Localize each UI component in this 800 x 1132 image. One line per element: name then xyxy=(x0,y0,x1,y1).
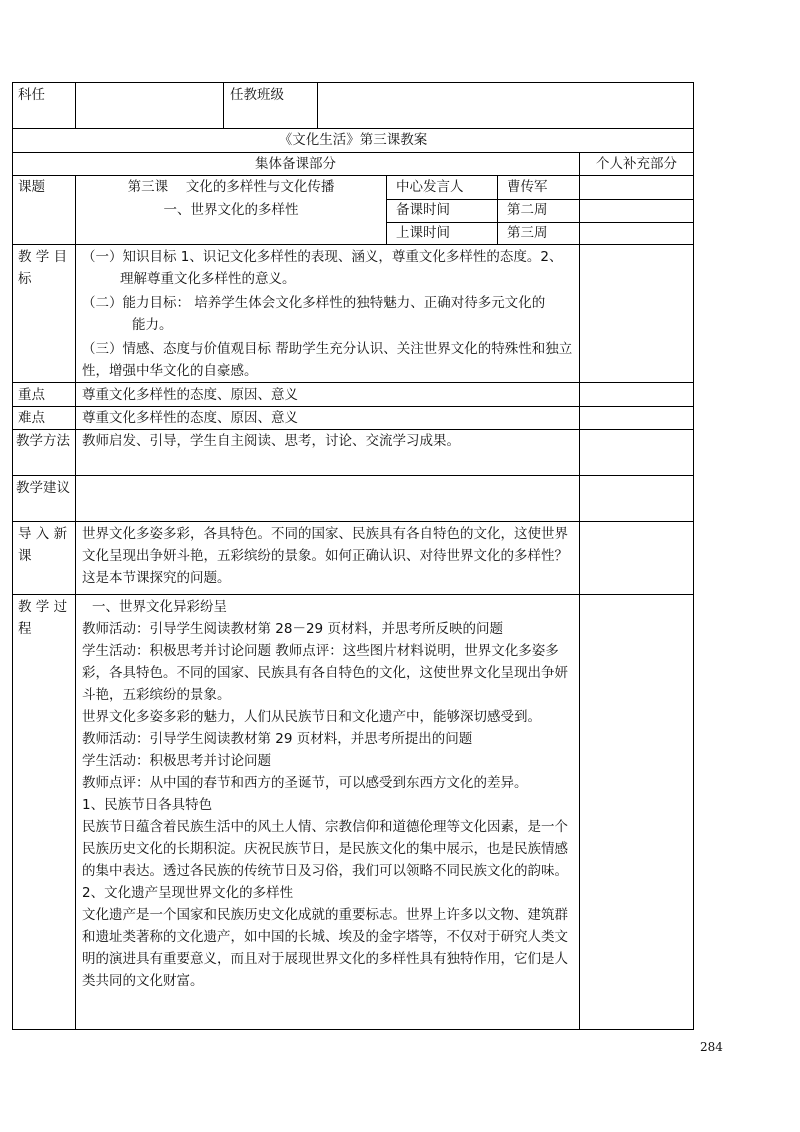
process-paragraph: 教师活动：引导学生阅读教材第 29 页材料，并思考所提出的问题 xyxy=(82,731,473,747)
class-label: 任教班级 xyxy=(230,87,284,103)
process-label: 教 学 过 程 xyxy=(18,599,68,637)
group-section-header: 集体备课部分 xyxy=(255,156,336,172)
method-text: 教师启发、引导，学生自主阅读、思考，讨论、交流学习成果。 xyxy=(82,433,460,449)
prep-time-value: 第二周 xyxy=(507,202,548,218)
process-paragraph: 学生活动：积极思考并讨论问题 教师点评：这些图片材料说明，世界文化多姿多彩，各具特色。不同的国家、民族具有各自特色的文化，这使世界文化呈现出争妍斗艳，五彩缤纷的景象。 xyxy=(82,643,568,703)
process-heading: 一、世界文化异彩纷呈 xyxy=(92,599,227,615)
intro-text: 世界文化多姿多彩，各具特色。不同的国家、民族具有各自特色的文化，这使世界文化呈现出争妍斗艳，五彩缤纷的景象。如何正确认识、对待世界文化的多样性？这是本节课探究的问题。 xyxy=(82,526,568,586)
process-paragraph: 民族节日蕴含着民族生活中的风土人情、宗教信仰和道德伦理等文化因素，是一个民族历史文化的长期积淀。庆祝民族节日，是民族文化的集中展示，也是民族情感的集中表达。透过各民族的传统节日及习俗，我们可以领略不同民族文化的韵味。 xyxy=(82,819,568,879)
page-number: 284 xyxy=(700,1040,723,1054)
focus-label: 重点 xyxy=(18,387,45,403)
process-paragraph: 世界文化多姿多彩的魅力，人们从民族节日和文化遗产中，能够深切感受到。 xyxy=(82,709,541,725)
goal-knowledge-line1: （一）知识目标 1、识记文化多样性的表现、涵义，尊重文化多样性的态度。2、 xyxy=(82,249,563,265)
goals-label: 教 学 目 标 xyxy=(18,249,68,287)
speaker-value: 曹传军 xyxy=(507,179,548,195)
subject-label: 科任 xyxy=(18,87,45,103)
topic-line-2: 一、世界文化的多样性 xyxy=(163,202,299,218)
prep-time-label: 备课时间 xyxy=(396,202,450,218)
document-title: 《文化生活》第三课教案 xyxy=(278,132,428,148)
goal-emotion: （三）情感、态度与价值观目标 帮助学生充分认识、关注世界文化的特殊性和独立性，增强中华文化的自豪感。 xyxy=(82,341,573,379)
process-paragraph: 文化遗产是一个国家和民族历史文化成就的重要标志。世界上许多以文物、建筑群和遗址类著称的文化遗产，如中国的长城、埃及的金字塔等，不仅对于研究人类文明的演进具有重要意义，而且对于展现世界文化的多样性具有独特作用，它们是人类共同的文化财富。 xyxy=(82,907,568,989)
intro-label: 导 入 新 课 xyxy=(18,526,68,564)
class-time-value: 第三周 xyxy=(507,225,548,241)
class-time-label: 上课时间 xyxy=(396,225,450,241)
difficulty-text: 尊重文化多样性的态度、原因、意义 xyxy=(82,410,298,426)
topic-label: 课题 xyxy=(18,179,45,195)
process-subheading: 1、民族节日各具特色 xyxy=(82,797,213,813)
personal-section-header: 个人补充部分 xyxy=(596,156,677,172)
method-label: 教学方法 xyxy=(16,433,70,449)
process-paragraph: 教师活动：引导学生阅读教材第 28－29 页材料，并思考所反映的问题 xyxy=(82,621,503,637)
process-content xyxy=(82,596,574,992)
suggestion-label: 教学建议 xyxy=(16,480,70,496)
process-subheading: 2、文化遗产呈现世界文化的多样性 xyxy=(82,885,294,901)
process-paragraph: 学生活动：积极思考并讨论问题 xyxy=(82,753,271,769)
topic-line-1: 第三课 文化的多样性与文化传播 xyxy=(127,179,335,195)
goal-ability-line2: 能力。 xyxy=(132,317,173,333)
goals-content xyxy=(82,246,576,382)
goal-ability-line1: （二）能力目标： 培养学生体会文化多样性的独特魅力、正确对待多元文化的 xyxy=(82,295,546,311)
process-paragraph: 教师点评：从中国的春节和西方的圣诞节，可以感受到东西方文化的差异。 xyxy=(82,775,528,791)
speaker-label: 中心发言人 xyxy=(396,179,464,195)
focus-text: 尊重文化多样性的态度、原因、意义 xyxy=(82,387,298,403)
goal-knowledge-line2: 理解尊重文化多样性的意义。 xyxy=(120,271,296,287)
difficulty-label: 难点 xyxy=(18,410,45,426)
